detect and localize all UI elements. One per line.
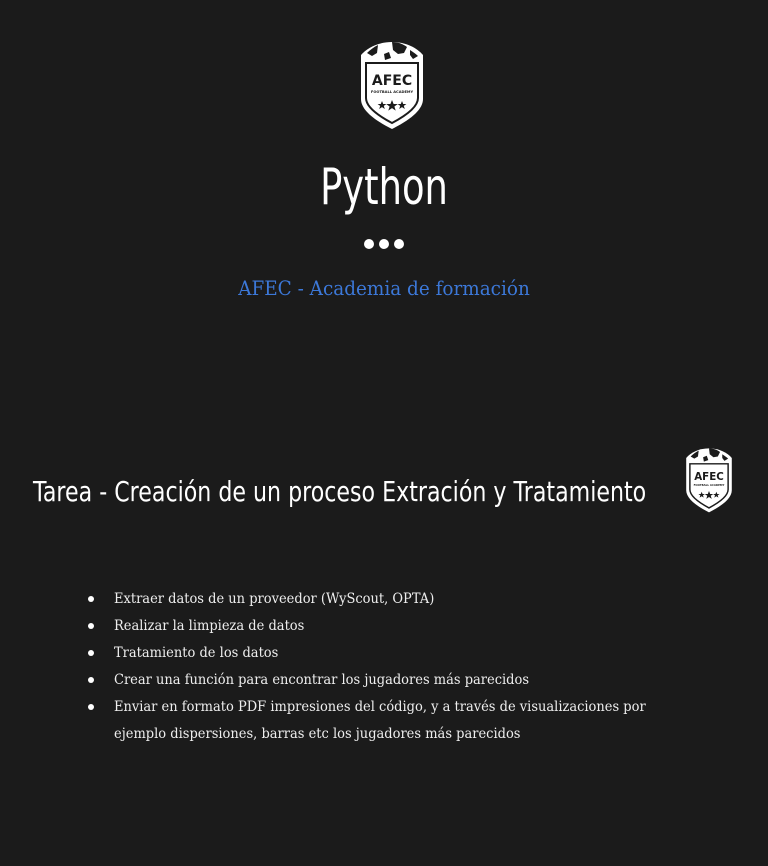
svg-text:FOOTBALL ACADEMY: FOOTBALL ACADEMY xyxy=(370,90,414,94)
bullet-icon xyxy=(88,623,94,629)
three-dots-separator-icon xyxy=(364,239,404,249)
bullet-icon xyxy=(88,677,94,683)
svg-text:FOOTBALL ACADEMY: FOOTBALL ACADEMY xyxy=(693,483,725,487)
afec-logo xyxy=(358,39,426,131)
list-item: Crear una función para encontrar los jugadores más parecidos xyxy=(90,667,710,694)
task-list xyxy=(90,586,710,747)
list-item: Realizar la limpieza de datos xyxy=(90,613,710,640)
bullet-icon xyxy=(88,596,94,602)
list-item: Extraer datos de un proveedor (WyScout, OPTA) xyxy=(90,586,710,613)
bullet-icon xyxy=(88,650,94,656)
page-title: Python xyxy=(320,158,448,216)
subtitle: AFEC - Academia de formación xyxy=(238,276,530,300)
svg-text:AFEC: AFEC xyxy=(371,73,413,89)
list-item: Tratamiento de los datos xyxy=(90,640,710,667)
afec-logo-small xyxy=(684,446,734,514)
svg-text:AFEC: AFEC xyxy=(694,471,724,483)
list-item: Enviar en formato PDF impresiones del código, y a través de visualizaciones por ejemplo dispersiones, barras etc los jugadores más parecidos xyxy=(90,694,710,747)
bullet-icon xyxy=(88,704,94,710)
section-title: Tarea - Creación de un proceso Extración y Tratamiento xyxy=(33,475,647,508)
